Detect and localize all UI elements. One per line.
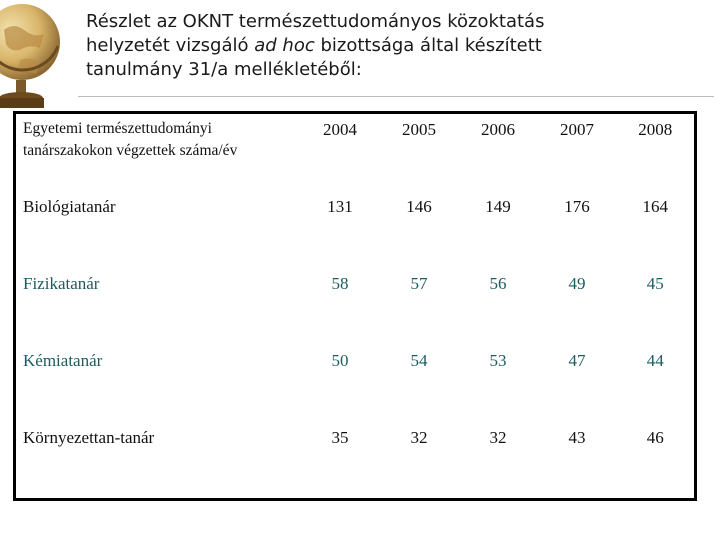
cell-value: 164 [642, 196, 668, 216]
year-2008: 2008 [638, 120, 673, 139]
title-line-3: tanulmány 31/a mellékletéből: [86, 59, 362, 80]
year-2004: 2004 [323, 120, 357, 139]
table-row [15, 421, 696, 500]
title-divider [78, 96, 714, 97]
year-2005: 2005 [402, 120, 436, 139]
title-line-1: Részlet az OKNT természettudományos közoktatás [86, 11, 545, 32]
row-label: Kémiatanár [23, 350, 103, 370]
cell-value: 146 [406, 196, 432, 216]
graduates-table [13, 111, 697, 501]
cell-value: 54 [410, 350, 428, 370]
table-row [15, 190, 696, 267]
title-line-2 [86, 34, 706, 58]
cell-value: 131 [327, 196, 353, 216]
cell-value: 44 [646, 350, 664, 370]
cell-value: 58 [331, 273, 349, 293]
row-label: Biológiatanár [23, 196, 116, 216]
cell-value: 43 [568, 427, 586, 447]
title-line-2-italic: ad hoc [254, 35, 315, 56]
cell-value: 47 [568, 350, 586, 370]
cell-value: 45 [646, 273, 664, 293]
cell-value: 56 [489, 273, 507, 293]
cell-value: 149 [485, 196, 511, 216]
title-line-2-end: bizottsága által készített [314, 35, 542, 56]
page-title [86, 10, 706, 82]
title-line-2-start: helyzetét vizsgáló [86, 35, 255, 56]
cell-value: 35 [331, 427, 349, 447]
table-row [15, 267, 696, 344]
year-2006: 2006 [481, 120, 515, 139]
cell-value: 50 [331, 350, 349, 370]
row-label: Fizikatanár [23, 273, 100, 293]
year-2007: 2007 [560, 120, 594, 139]
cell-value: 32 [410, 427, 428, 447]
cell-value: 32 [489, 427, 507, 447]
cell-value: 57 [410, 273, 428, 293]
cell-value: 49 [568, 273, 586, 293]
cell-value: 53 [489, 350, 507, 370]
globe-icon [0, 0, 72, 112]
table-header-row [15, 113, 696, 190]
cell-value: 176 [564, 196, 590, 216]
table-row [15, 344, 696, 421]
cell-value: 46 [646, 427, 664, 447]
row-label: Környezettan-tanár [23, 427, 155, 447]
header-label: Egyetemi természettudományi tanárszakokon végzettek száma/év [23, 120, 238, 159]
